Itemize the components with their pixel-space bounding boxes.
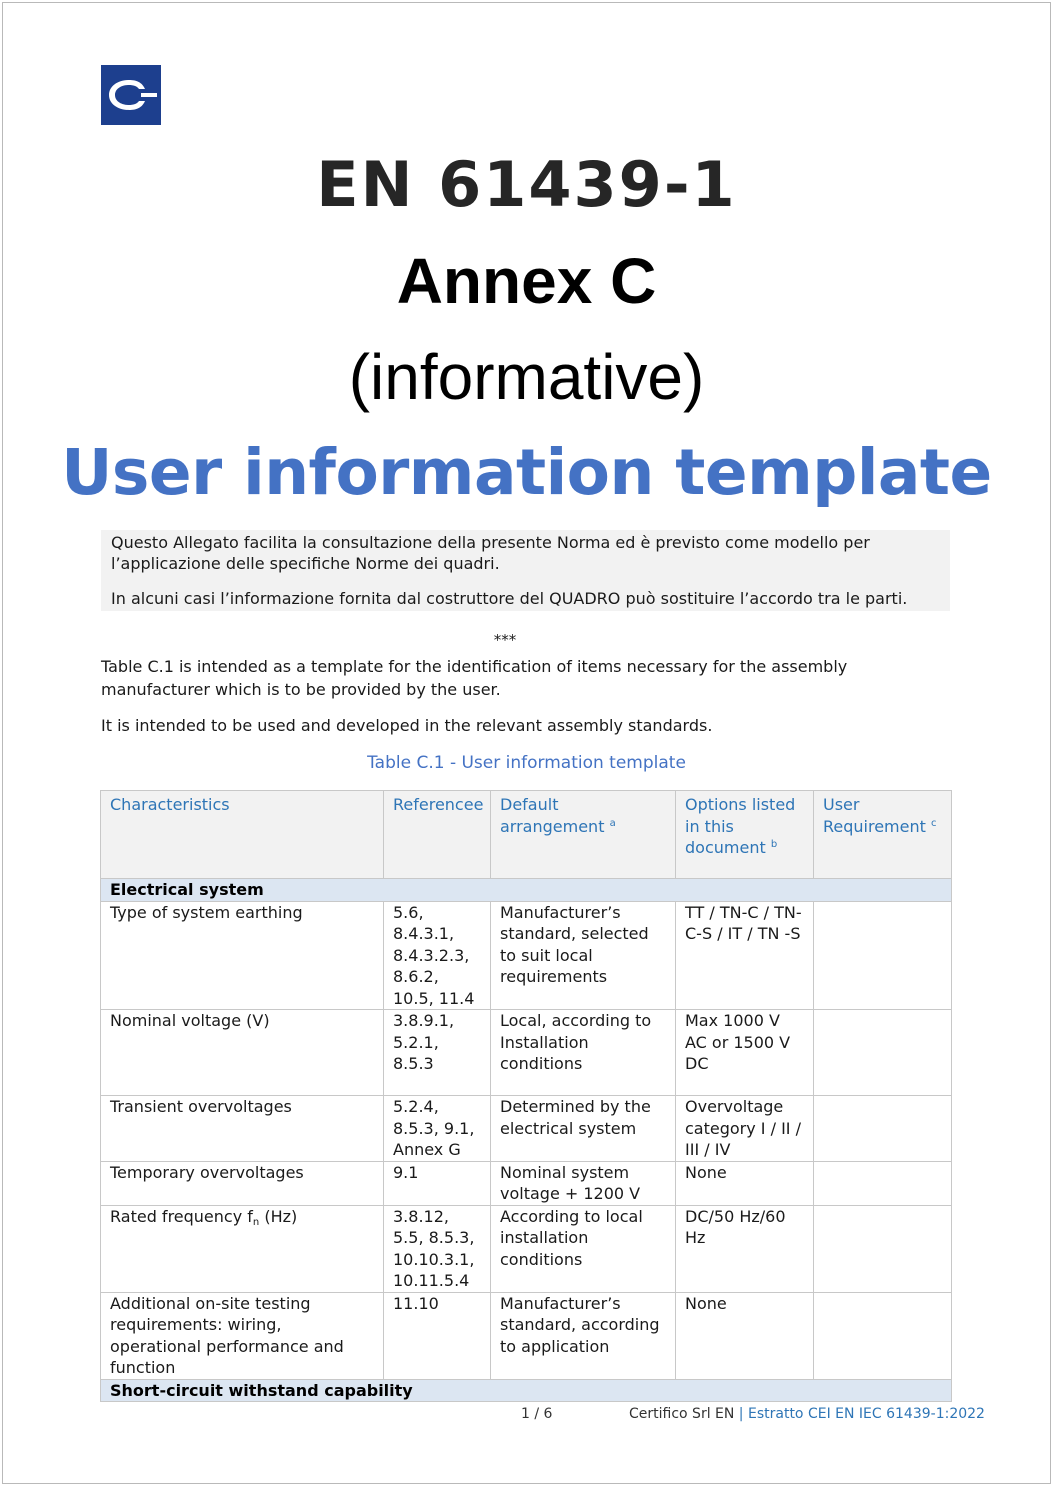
table-row bbox=[101, 1096, 952, 1162]
footer-separator: | bbox=[734, 1406, 748, 1422]
cell-user-requirement bbox=[814, 1161, 952, 1205]
cell-user-requirement bbox=[814, 1096, 952, 1162]
cell-default: Local, according to Installation conditions bbox=[491, 1010, 676, 1096]
table-row bbox=[101, 1010, 952, 1096]
cell-user-requirement bbox=[814, 1205, 952, 1292]
note-paragraph: In alcuni casi l’informazione fornita dal costruttore del QUADRO può sostituire l’accordo tra le parti. bbox=[111, 589, 908, 608]
body-paragraph: Table C.1 is intended as a template for the identification of items necessary for the assembly manufacturer which is to be provided by the user. bbox=[101, 657, 848, 699]
cell-reference: 9.1 bbox=[384, 1161, 491, 1205]
table-row bbox=[101, 1292, 952, 1379]
footer-company: Certifico Srl EN bbox=[629, 1406, 735, 1422]
cell-options: Overvoltage category I / II / III / IV bbox=[676, 1096, 814, 1162]
cell-characteristic: Nominal voltage (V) bbox=[101, 1010, 384, 1096]
annex-type: (informative) bbox=[348, 341, 705, 413]
separator: *** bbox=[493, 631, 517, 649]
table-row bbox=[101, 1161, 952, 1205]
cell-reference: 5.2.4, 8.5.3, 9.1, Annex G bbox=[384, 1096, 491, 1162]
c-logo-icon bbox=[101, 65, 161, 125]
user-information-table bbox=[100, 790, 952, 1402]
cell-options: None bbox=[676, 1161, 814, 1205]
cell-user-requirement bbox=[814, 1292, 952, 1379]
cell-characteristic: Transient overvoltages bbox=[101, 1096, 384, 1162]
cell-default: Nominal system voltage + 1200 V bbox=[491, 1161, 676, 1205]
cell-options: None bbox=[676, 1292, 814, 1379]
section-electrical-system: Electrical system bbox=[101, 879, 952, 902]
cell-reference: 11.10 bbox=[384, 1292, 491, 1379]
footer-source bbox=[629, 1406, 985, 1422]
cell-default: Manufacturer’s standard, according to application bbox=[491, 1292, 676, 1379]
table-header-row bbox=[101, 791, 952, 879]
document-heading: User information template bbox=[61, 436, 992, 509]
header-default-arrangement: Default arrangement $^a$ bbox=[491, 791, 676, 879]
cell-options: Max 1000 V AC or 1500 V DC bbox=[676, 1010, 814, 1096]
italian-note-box bbox=[101, 530, 950, 611]
table-row bbox=[101, 901, 952, 1010]
header-options: Options listed in this document $^b$ bbox=[676, 791, 814, 879]
header-user-requirement: User Requirement $^c$ bbox=[814, 791, 952, 879]
footer-document-link[interactable]: Estratto CEI EN IEC 61439-1:2022 bbox=[747, 1406, 985, 1422]
cell-default: According to local installation conditions bbox=[491, 1205, 676, 1292]
cell-user-requirement bbox=[814, 901, 952, 1010]
section-short-circuit: Short-circuit withstand capability bbox=[101, 1379, 952, 1402]
cell-options: DC/50 Hz/60 Hz bbox=[676, 1205, 814, 1292]
table-caption: Table C.1 - User information template bbox=[367, 753, 686, 773]
cell-characteristic: Rated frequency $f_n$ (Hz) bbox=[101, 1205, 384, 1292]
cell-default: Manufacturer’s standard, selected to suit local requirements bbox=[491, 901, 676, 1010]
cell-reference: 5.6, 8.4.3.1, 8.4.3.2.3, 8.6.2, 10.5, 11.4 bbox=[384, 901, 491, 1010]
annex-title: Annex C bbox=[396, 245, 657, 317]
header-reference: Referencee bbox=[384, 791, 491, 879]
page-number: 1 / 6 bbox=[521, 1406, 553, 1422]
section-row bbox=[101, 1379, 952, 1402]
cell-default: Determined by the electrical system bbox=[491, 1096, 676, 1162]
cell-characteristic: Type of system earthing bbox=[101, 901, 384, 1010]
cell-reference: 3.8.12, 5.5, 8.5.3, 10.10.3.1, 10.11.5.4 bbox=[384, 1205, 491, 1292]
cell-user-requirement bbox=[814, 1010, 952, 1096]
cell-options: TT / TN-C / TN-C-S / IT / TN -S bbox=[676, 901, 814, 1010]
header-characteristics: Characteristics bbox=[101, 791, 384, 879]
cell-characteristic: Temporary overvoltages bbox=[101, 1161, 384, 1205]
note-paragraph: Questo Allegato facilita la consultazione della presente Norma ed è previsto come modello per l’applicazione delle specifiche Norme dei quadri. bbox=[111, 533, 870, 573]
cell-reference: 3.8.9.1, 5.2.1, 8.5.3 bbox=[384, 1010, 491, 1096]
section-row bbox=[101, 879, 952, 902]
table-row bbox=[101, 1205, 952, 1292]
logo bbox=[101, 65, 161, 125]
cell-characteristic: Additional on-site testing requirements: wiring, operational performance and function bbox=[101, 1292, 384, 1379]
standard-title: EN 61439-1 bbox=[316, 148, 737, 221]
body-paragraph: It is intended to be used and developed in the relevant assembly standards. bbox=[101, 716, 713, 735]
